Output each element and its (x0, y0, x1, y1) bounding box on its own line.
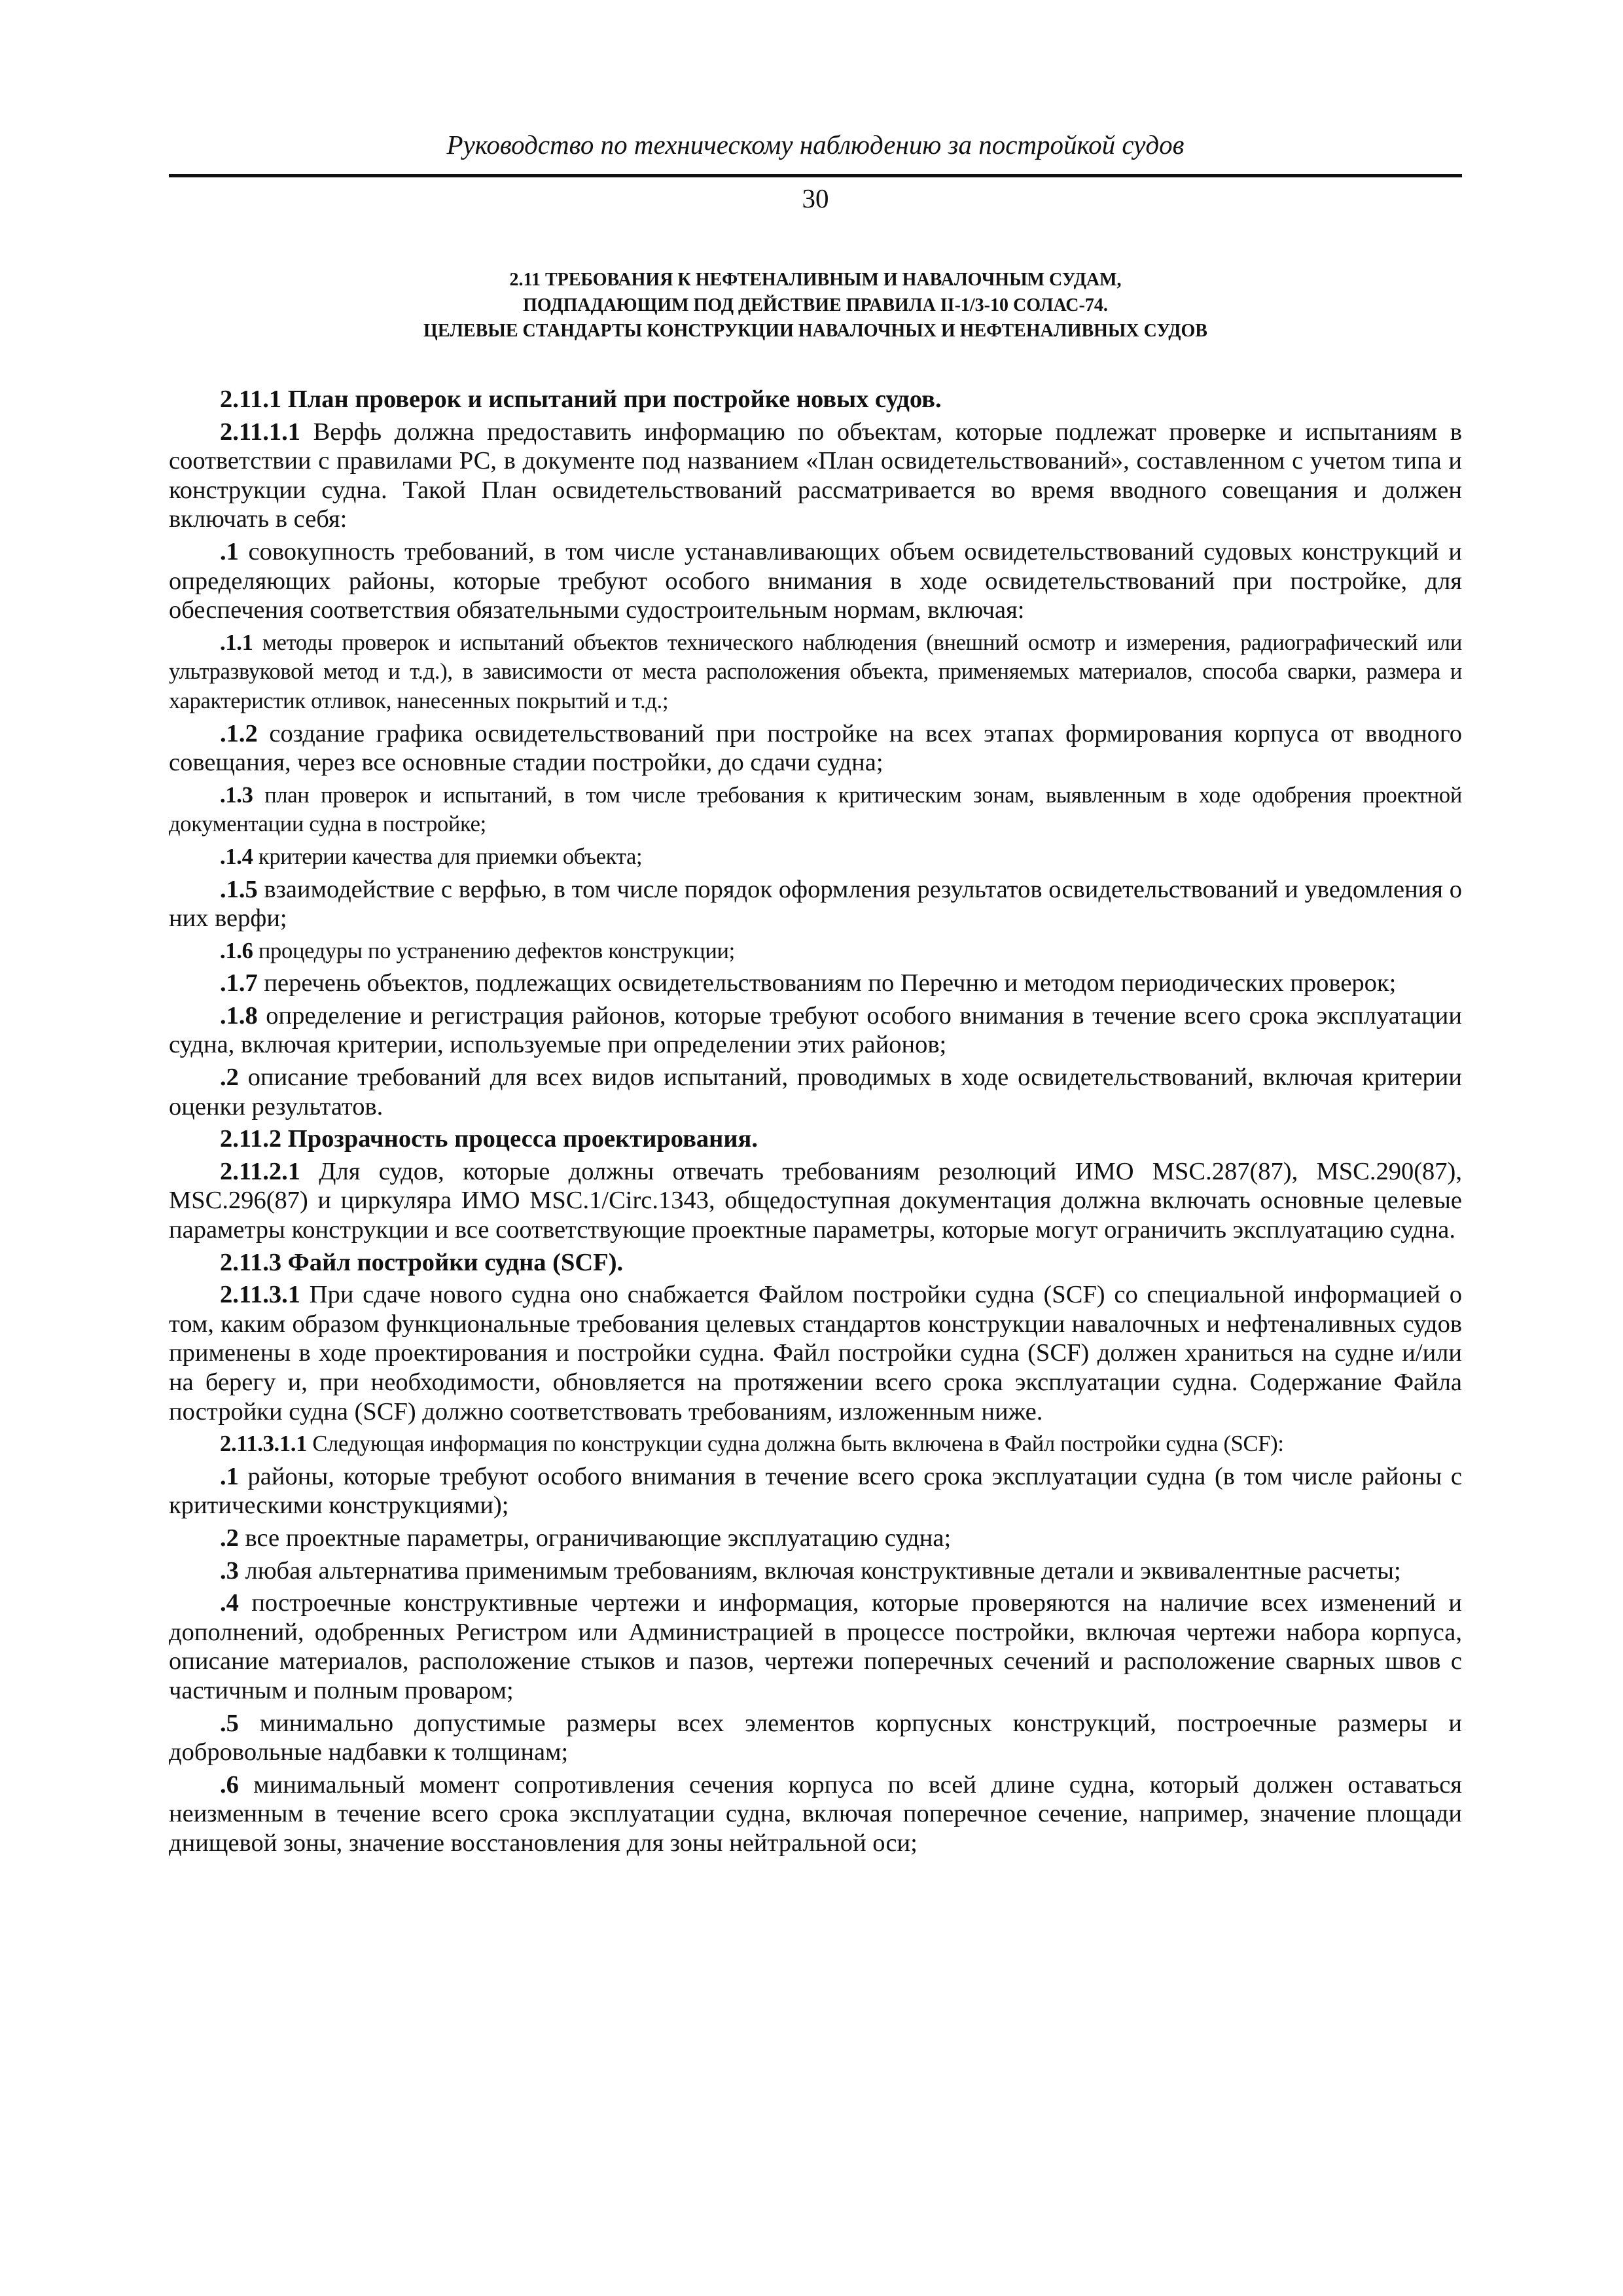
item-number: .1.6 (220, 938, 253, 963)
section-title-line-3: ЦЕЛЕВЫЕ СТАНДАРТЫ КОНСТРУКЦИИ НАВАЛОЧНЫХ И НЕФТЕНАЛИВНЫХ СУДОВ (423, 321, 1207, 341)
item-text: построечные конструктивные чертежи и информация, которые проверяются на наличие всех изменений и дополнений, одобренных Регистром или Администрацией в процессе постройки, включая чертежи набора корпуса, описание материалов, расположение стыков и пазов, чертежи поперечных сечений и расположение сварных швов с частичным и полным проваром; (169, 1589, 1462, 1704)
scf-item-2 (169, 1524, 1462, 1553)
paragraph-2-11-2-1 (169, 1157, 1462, 1245)
item-text: методы проверок и испытаний объектов технического наблюдения (внешний осмотр и измерения, радиографический или ультразвуковой метод и т.д.), в зависимости от места расположения объекта, применяемых материалов, способа сварки, размера и характеристик отливок, нанесенных покрытий и т.д.; (169, 630, 1462, 713)
list-item-1-5 (169, 875, 1462, 933)
item-number: .1.3 (220, 782, 253, 808)
item-text: процедуры по устранению дефектов конструкции; (253, 938, 735, 963)
item-number: .1 (220, 1462, 239, 1490)
item-number: .1 (220, 537, 239, 565)
item-text: определение и регистрация районов, которые требуют особого внимания в течение всего срока эксплуатации судна, включая критерии, используемые при определении этих районов; (169, 1001, 1462, 1059)
item-number: .6 (220, 1770, 239, 1799)
item-number: .1.7 (220, 969, 258, 997)
body-text (169, 385, 1462, 1861)
list-item-1-7 (169, 969, 1462, 998)
item-text: минимально допустимые размеры всех элементов корпусных конструкций, построечные размеры и добровольные надбавки к толщинам; (169, 1709, 1462, 1767)
running-header: Руководство по техническому наблюдению за постройкой судов (446, 130, 1185, 160)
item-number: .1.2 (220, 719, 258, 747)
item-text: все проектные параметры, ограничивающие эксплуатацию судна; (238, 1524, 952, 1552)
header-divider (169, 174, 1462, 177)
subsection-heading-2-11-1: 2.11.1 План проверок и испытаний при постройке новых судов. (220, 386, 942, 413)
item-number: .2 (220, 1524, 239, 1552)
scf-item-4 (169, 1588, 1462, 1705)
item-number: .1.8 (220, 1001, 258, 1030)
item-number: .3 (220, 1556, 239, 1585)
paragraph-2-11-3-1 (169, 1280, 1462, 1426)
list-item-1-1 (169, 628, 1462, 716)
section-title-line-1: 2.11 ТРЕБОВАНИЯ К НЕФТЕНАЛИВНЫМ И НАВАЛОЧНЫМ СУДАМ, (509, 270, 1122, 290)
subsection-heading-2-11-3: 2.11.3 Файл постройки судна (SCF). (220, 1248, 624, 1276)
item-number: .1.5 (220, 875, 258, 903)
item-text: план проверок и испытаний, в том числе требования к критическим зонам, выявленным в ходе одобрения проектной документации судна в постройке; (169, 782, 1462, 837)
list-item-1 (169, 537, 1462, 625)
list-item-1-3 (169, 781, 1462, 839)
section-title (169, 267, 1462, 344)
paragraph-text: Для судов, которые должны отвечать требованиям резолюций ИМО MSC.287(87), MSC.290(87), MSC.296(87) и циркуляра ИМО MSC.1/Circ.1343, общедоступная документация должна включать основные целевые параметры конструкции и все соответствующие проектные параметры, которые могут ограничить эксплуатацию судна. (169, 1157, 1462, 1244)
paragraph-text: Верфь должна предоставить информацию по объектам, которые подлежат проверке и испытаниям в соответствии с правилами РС, в документе под названием «План освидетельствований», составленном с учетом типа и конструкции судна. Такой План освидетельствований рассматривается во время вводного совещания и должен включать в себя: (169, 418, 1462, 533)
list-item-1-8 (169, 1001, 1462, 1060)
page-number: 30 (802, 183, 829, 213)
item-number: .1.4 (220, 844, 253, 869)
subsection-heading-2-11-2: 2.11.2 Прозрачность процесса проектирования. (220, 1125, 758, 1153)
paragraph-number: 2.11.2.1 (220, 1157, 301, 1185)
item-text: взаимодействие с верфью, в том числе порядок оформления результатов освидетельствований и уведомления о них верфи; (169, 875, 1462, 933)
list-item-1-6 (169, 937, 1462, 966)
list-item-1-4 (169, 842, 1462, 872)
scf-item-5 (169, 1709, 1462, 1767)
item-text: перечень объектов, подлежащих освидетельствованиям по Перечню и методом периодических проверок; (257, 969, 1397, 997)
item-text: любая альтернатива применимым требованиям, включая конструктивные детали и эквивалентные расчеты; (238, 1556, 1401, 1585)
paragraph-text: Следующая информация по конструкции судна должна быть включена в Файл постройки судна (SCF): (307, 1431, 1284, 1457)
list-item-1-2 (169, 719, 1462, 778)
paragraph-2-11-3-1-1 (169, 1429, 1462, 1459)
scf-item-1 (169, 1462, 1462, 1520)
paragraph-text: При сдаче нового судна оно снабжается Файлом постройки судна (SCF) со специальной информацией о том, каким образом функциональные требования целевых стандартов конструкции навалочных и нефтеналивных судов применены в ходе проектирования и постройки судна. Файл постройки судна (SCF) должен храниться на судне и/или на берегу и, при необходимости, обновляется на протяжении всего срока эксплуатации судна. Содержание Файла постройки судна (SCF) должно соответствовать требованиям, изложенным ниже. (169, 1281, 1462, 1426)
paragraph-number: 2.11.3.1 (220, 1281, 301, 1309)
item-text: описание требований для всех видов испытаний, проводимых в ходе освидетельствований, включая критерии оценки результатов. (169, 1064, 1462, 1121)
item-number: .1.1 (220, 630, 253, 655)
paragraph-2-11-1-1 (169, 418, 1462, 534)
item-text: создание графика освидетельствований при постройке на всех этапах формирования корпуса от вводного совещания, через все основные стадии постройки, до сдачи судна; (169, 719, 1462, 777)
item-text: критерии качества для приемки объекта; (253, 844, 643, 869)
section-title-line-2: ПОДПАДАЮЩИМ ПОД ДЕЙСТВИЕ ПРАВИЛА II-1/3-10 СОЛАС-74. (523, 295, 1108, 315)
item-number: .5 (220, 1709, 239, 1737)
item-number: .2 (220, 1064, 239, 1092)
list-item-2 (169, 1063, 1462, 1121)
paragraph-number: 2.11.3.1.1 (220, 1431, 308, 1457)
scf-item-6 (169, 1770, 1462, 1858)
item-text: районы, которые требуют особого внимания в течение всего срока эксплуатации судна (в том числе районы с критическими конструкциями); (169, 1462, 1462, 1520)
scf-item-3 (169, 1556, 1462, 1586)
paragraph-number: 2.11.1.1 (220, 418, 301, 446)
item-number: .4 (220, 1589, 239, 1617)
item-text: минимальный момент сопротивления сечения корпуса по всей длине судна, который должен оставаться неизменным в течение всего срока эксплуатации судна, включая поперечное сечение, например, значение площади днищевой зоны, значение восстановления для зоны нейтральной оси; (169, 1770, 1462, 1857)
item-text: совокупность требований, в том числе устанавливающих объем освидетельствований судовых конструкций и определяющих районы, которые требуют особого внимания в ходе освидетельствований при постройке, для обеспечения соответствия обязательными судостроительным нормам, включая: (169, 537, 1462, 624)
